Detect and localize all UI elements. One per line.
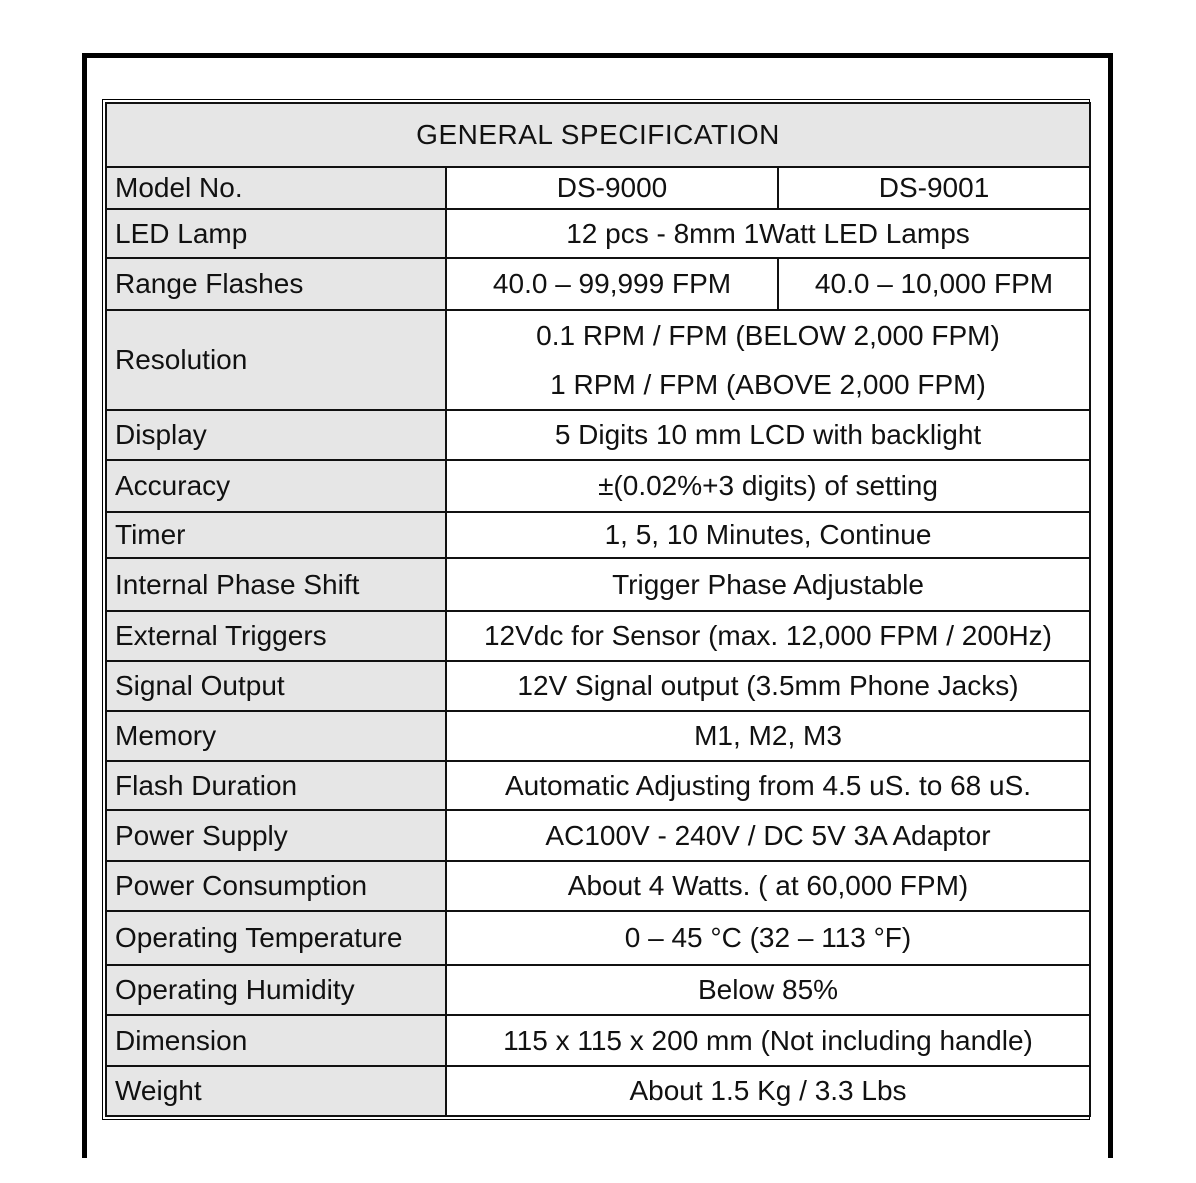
- row-timer: [106, 512, 1090, 558]
- row-operating-temperature: [106, 911, 1090, 965]
- spec-value-operating-temperature: 0 – 45 °C (32 – 113 °F): [446, 911, 1090, 965]
- spec-value-internal-phase-shift: Trigger Phase Adjustable: [446, 558, 1090, 611]
- row-signal-output: [106, 661, 1090, 711]
- spec-label-internal-phase-shift: Internal Phase Shift: [106, 558, 446, 611]
- spec-value-memory: M1, M2, M3: [446, 711, 1090, 761]
- spec-value-display: 5 Digits 10 mm LCD with backlight: [446, 410, 1090, 460]
- spec-label-power-supply: Power Supply: [106, 810, 446, 861]
- spec-label-signal-output: Signal Output: [106, 661, 446, 711]
- spec-value-flash-duration: Automatic Adjusting from 4.5 uS. to 68 uS.: [446, 761, 1090, 810]
- spec-table-frame: [102, 99, 1090, 1120]
- spec-value-external-triggers: 12Vdc for Sensor (max. 12,000 FPM / 200Hz): [446, 611, 1090, 661]
- row-operating-humidity: [106, 965, 1090, 1015]
- spec-value-accuracy: ±(0.02%+3 digits) of setting: [446, 460, 1090, 512]
- spec-value-power-supply: AC100V - 240V / DC 5V 3A Adaptor: [446, 810, 1090, 861]
- spec-label-power-consumption: Power Consumption: [106, 861, 446, 911]
- spec-value-range-ds9000: 40.0 – 99,999 FPM: [446, 258, 778, 310]
- resolution-line-1: 0.1 RPM / FPM (BELOW 2,000 FPM): [536, 320, 1000, 351]
- spec-value-signal-output: 12V Signal output (3.5mm Phone Jacks): [446, 661, 1090, 711]
- spec-label-range-flashes: Range Flashes: [106, 258, 446, 310]
- row-power-consumption: [106, 861, 1090, 911]
- row-led-lamp: [106, 209, 1090, 258]
- spec-label-weight: Weight: [106, 1066, 446, 1116]
- spec-label-operating-temperature: Operating Temperature: [106, 911, 446, 965]
- spec-value-operating-humidity: Below 85%: [446, 965, 1090, 1015]
- spec-value-led-lamp: 12 pcs - 8mm 1Watt LED Lamps: [446, 209, 1090, 258]
- row-dimension: [106, 1015, 1090, 1066]
- spec-label-external-triggers: External Triggers: [106, 611, 446, 661]
- row-power-supply: [106, 810, 1090, 861]
- spec-value-range-ds9001: 40.0 – 10,000 FPM: [778, 258, 1090, 310]
- spec-label-resolution: Resolution: [106, 310, 446, 410]
- spec-label-memory: Memory: [106, 711, 446, 761]
- row-internal-phase-shift: [106, 558, 1090, 611]
- row-resolution: [106, 310, 1090, 410]
- spec-value-weight: About 1.5 Kg / 3.3 Lbs: [446, 1066, 1090, 1116]
- spec-label-dimension: Dimension: [106, 1015, 446, 1066]
- spec-label-led-lamp: LED Lamp: [106, 209, 446, 258]
- row-memory: [106, 711, 1090, 761]
- resolution-line-2: 1 RPM / FPM (ABOVE 2,000 FPM): [550, 369, 986, 400]
- table-title-row: [106, 103, 1090, 167]
- spec-value-dimension: 115 x 115 x 200 mm (Not including handle): [446, 1015, 1090, 1066]
- spec-value-resolution: [446, 310, 1090, 410]
- row-display: [106, 410, 1090, 460]
- spec-label-model-no: Model No.: [106, 167, 446, 209]
- row-accuracy: [106, 460, 1090, 512]
- spec-label-flash-duration: Flash Duration: [106, 761, 446, 810]
- spec-value-model-ds9001: DS-9001: [778, 167, 1090, 209]
- row-external-triggers: [106, 611, 1090, 661]
- spec-value-power-consumption: About 4 Watts. ( at 60,000 FPM): [446, 861, 1090, 911]
- row-flash-duration: [106, 761, 1090, 810]
- row-model-no: [106, 167, 1090, 209]
- spec-label-timer: Timer: [106, 512, 446, 558]
- row-weight: [106, 1066, 1090, 1116]
- general-specification-table: [105, 102, 1091, 1117]
- spec-label-display: Display: [106, 410, 446, 460]
- table-title: GENERAL SPECIFICATION: [106, 103, 1090, 167]
- spec-value-timer: 1, 5, 10 Minutes, Continue: [446, 512, 1090, 558]
- spec-label-accuracy: Accuracy: [106, 460, 446, 512]
- spec-value-model-ds9000: DS-9000: [446, 167, 778, 209]
- spec-label-operating-humidity: Operating Humidity: [106, 965, 446, 1015]
- row-range-flashes: [106, 258, 1090, 310]
